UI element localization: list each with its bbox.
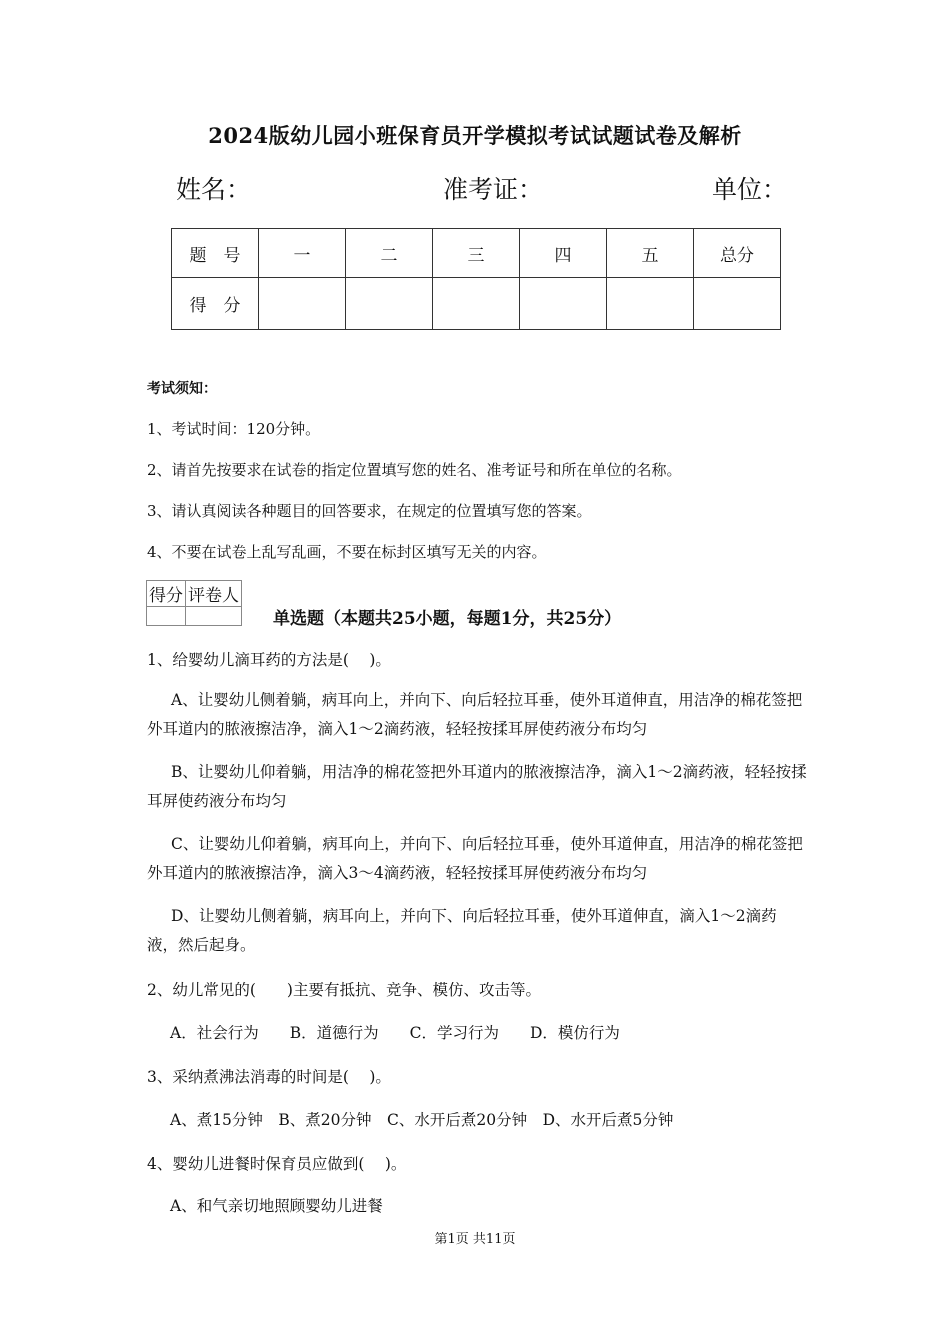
- table-header-cell: 总分: [694, 229, 781, 278]
- table-header-cell: 四: [520, 229, 607, 278]
- grader-box-grader-cell[interactable]: [186, 607, 242, 626]
- question-option: B、让婴幼儿仰着躺，用洁净的棉花签把外耳道内的脓液擦洁净，滴入1～2滴药液，轻轻按揉耳屏使药液分布均匀: [147, 763, 807, 810]
- question-options-row: A、和气亲切地照顾婴幼儿进餐: [170, 1197, 383, 1215]
- section-heading: 单选题（本题共25小题，每题1分，共25分）: [273, 609, 622, 629]
- question-stem: 1、给婴幼儿滴耳药的方法是( )。: [147, 651, 391, 669]
- score-table-header-row: [172, 229, 781, 278]
- score-cell[interactable]: [259, 278, 346, 330]
- score-cell[interactable]: [694, 278, 781, 330]
- notice-item: 2、请首先按要求在试卷的指定位置填写您的姓名、准考证号和所在单位的名称。: [147, 461, 682, 479]
- notice-item: 3、请认真阅读各种题目的回答要求，在规定的位置填写您的答案。: [147, 502, 592, 520]
- question-stem: 3、采纳煮沸法消毒的时间是( )。: [147, 1068, 391, 1086]
- page-title: 2024版幼儿园小班保育员开学模拟考试试题试卷及解析: [208, 123, 742, 148]
- question-options-row: A．社会行为 B．道德行为 C．学习行为 D．模仿行为: [170, 1024, 620, 1042]
- question-option: C、让婴幼儿仰着躺，病耳向上，并向下、向后轻拉耳垂，使外耳道伸直，用洁净的棉花签把外耳道内的脓液擦洁净，滴入3～4滴药液，轻轻按揉耳屏使药液分布均匀: [147, 835, 803, 882]
- question-options-row: A、煮15分钟 B、煮20分钟 C、水开后煮20分钟 D、水开后煮5分钟: [170, 1111, 674, 1129]
- score-row-label: 得 分: [172, 278, 259, 330]
- question-option: A、让婴幼儿侧着躺，病耳向上，并向下、向后轻拉耳垂，使外耳道伸直，用洁净的棉花签把外耳道内的脓液擦洁净，滴入1～2滴药液，轻轻按揉耳屏使药液分布均匀: [147, 691, 803, 738]
- exam-id-field-label: 准考证：: [443, 175, 544, 204]
- score-cell[interactable]: [520, 278, 607, 330]
- score-cell[interactable]: [433, 278, 520, 330]
- table-header-cell: 一: [259, 229, 346, 278]
- notice-item: 4、不要在试卷上乱写乱画，不要在标封区填写无关的内容。: [147, 543, 547, 561]
- question-stem: 4、婴幼儿进餐时保育员应做到( )。: [147, 1155, 407, 1173]
- table-header-cell: 二: [346, 229, 433, 278]
- score-cell[interactable]: [346, 278, 433, 330]
- grader-box-score-cell[interactable]: [147, 607, 186, 626]
- score-table-score-row: [172, 278, 781, 330]
- score-cell[interactable]: [607, 278, 694, 330]
- name-field-label: 姓名：: [176, 175, 252, 204]
- notice-item: 1、考试时间：120分钟。: [147, 420, 321, 438]
- score-table: [171, 228, 781, 330]
- question-option: D、让婴幼儿侧着躺，病耳向上，并向下、向后轻拉耳垂，使外耳道伸直，滴入1～2滴药液，然后起身。: [147, 907, 777, 954]
- question-stem: 2、幼儿常见的( )主要有抵抗、竞争、模仿、攻击等。: [147, 981, 541, 999]
- table-header-cell: 三: [433, 229, 520, 278]
- grader-box: [146, 580, 242, 626]
- grader-box-grader-label: 评卷人: [186, 581, 242, 607]
- unit-field-label: 单位：: [712, 175, 788, 204]
- notice-title: 考试须知：: [147, 381, 217, 397]
- table-header-cell: 题 号: [172, 229, 259, 278]
- grader-box-score-label: 得分: [147, 581, 186, 607]
- page-footer: 第1页 共11页: [434, 1232, 516, 1247]
- table-header-cell: 五: [607, 229, 694, 278]
